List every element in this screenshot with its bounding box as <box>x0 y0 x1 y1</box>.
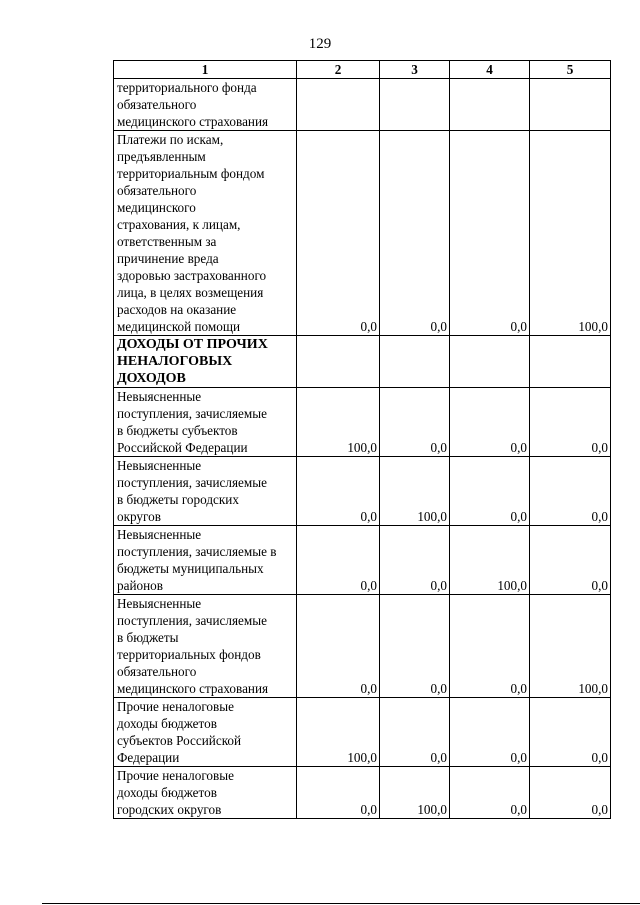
budget-table <box>113 60 611 819</box>
row-value-col2: 0,0 <box>297 457 380 526</box>
column-header-3: 3 <box>380 61 450 79</box>
row-value-col3: 0,0 <box>380 698 450 767</box>
row-value-col5: 0,0 <box>530 457 611 526</box>
column-header-2: 2 <box>297 61 380 79</box>
table-row <box>114 595 611 698</box>
row-label: Прочие неналоговые доходы бюджетов субъектов Российской Федерации <box>114 698 297 767</box>
row-value-col3 <box>380 336 450 388</box>
row-value-col4: 0,0 <box>450 698 530 767</box>
row-value-col4 <box>450 336 530 388</box>
row-value-col5: 0,0 <box>530 388 611 457</box>
column-header-1: 1 <box>114 61 297 79</box>
row-value-col4: 0,0 <box>450 388 530 457</box>
row-value-col4 <box>450 79 530 131</box>
table-row <box>114 526 611 595</box>
row-value-col3: 0,0 <box>380 595 450 698</box>
row-value-col3: 100,0 <box>380 457 450 526</box>
footer-rule <box>42 903 640 904</box>
section-heading-label: ДОХОДЫ ОТ ПРОЧИХ НЕНАЛОГОВЫХ ДОХОДОВ <box>114 336 297 388</box>
row-label: Невыясненные поступления, зачисляемые в бюджеты муниципальных районов <box>114 526 297 595</box>
row-value-col2: 0,0 <box>297 131 380 336</box>
row-value-col5: 100,0 <box>530 595 611 698</box>
row-value-col5: 0,0 <box>530 767 611 819</box>
row-label: Прочие неналоговые доходы бюджетов городских округов <box>114 767 297 819</box>
row-value-col2 <box>297 336 380 388</box>
row-value-col3: 0,0 <box>380 526 450 595</box>
table-row <box>114 388 611 457</box>
row-label: территориального фонда обязательного медицинского страхования <box>114 79 297 131</box>
row-value-col5 <box>530 79 611 131</box>
row-value-col5 <box>530 336 611 388</box>
row-value-col4: 0,0 <box>450 767 530 819</box>
table-row <box>114 131 611 336</box>
row-value-col3 <box>380 79 450 131</box>
row-label: Невыясненные поступления, зачисляемые в бюджеты субъектов Российской Федерации <box>114 388 297 457</box>
page-number: 129 <box>308 36 332 52</box>
row-value-col2 <box>297 79 380 131</box>
table-header-row <box>114 61 611 79</box>
row-label: Платежи по искам, предъявленным территориальным фондом обязательного медицинского страхования, к лицам, ответственным за причинение вреда здоровью застрахованного лица, в целях возмещения расходов на оказание медицинской помощи <box>114 131 297 336</box>
row-value-col3: 100,0 <box>380 767 450 819</box>
row-value-col2: 100,0 <box>297 388 380 457</box>
table-row-section-heading <box>114 336 611 388</box>
table-row <box>114 767 611 819</box>
column-header-5: 5 <box>530 61 611 79</box>
row-value-col3: 0,0 <box>380 131 450 336</box>
row-value-col4: 0,0 <box>450 595 530 698</box>
row-value-col5: 100,0 <box>530 131 611 336</box>
table-row <box>114 698 611 767</box>
row-value-col4: 0,0 <box>450 131 530 336</box>
row-value-col2: 0,0 <box>297 526 380 595</box>
row-value-col5: 0,0 <box>530 526 611 595</box>
row-label: Невыясненные поступления, зачисляемые в бюджеты городских округов <box>114 457 297 526</box>
row-value-col5: 0,0 <box>530 698 611 767</box>
row-value-col4: 0,0 <box>450 457 530 526</box>
row-value-col4: 100,0 <box>450 526 530 595</box>
row-value-col3: 0,0 <box>380 388 450 457</box>
row-label: Невыясненные поступления, зачисляемые в бюджеты территориальных фондов обязательного медицинского страхования <box>114 595 297 698</box>
table-row <box>114 457 611 526</box>
row-value-col2: 0,0 <box>297 595 380 698</box>
row-value-col2: 100,0 <box>297 698 380 767</box>
column-header-4: 4 <box>450 61 530 79</box>
row-value-col2: 0,0 <box>297 767 380 819</box>
table-row <box>114 79 611 131</box>
